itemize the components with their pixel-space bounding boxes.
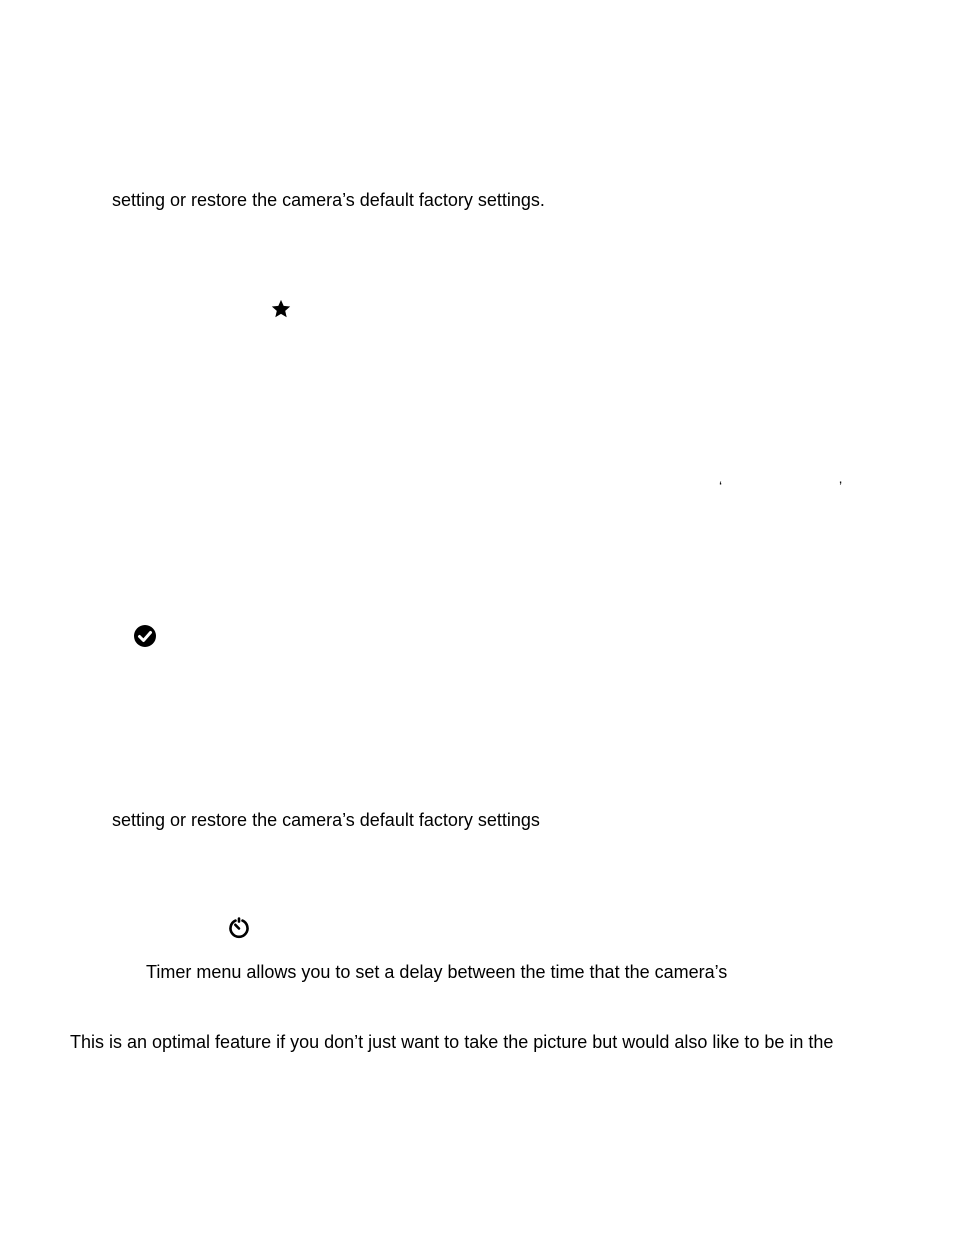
- text-line-3: Timer menu allows you to set a delay between the time that the camera’s: [146, 962, 728, 982]
- open-quote-mark: ‘: [719, 478, 723, 494]
- text-line-2: setting or restore the camera’s default factory settings: [112, 810, 540, 830]
- text-line-1: setting or restore the camera’s default factory settings.: [112, 190, 545, 210]
- star-icon: [270, 298, 292, 320]
- text-line-4: This is an optimal feature if you don’t just want to take the picture but would also like to be in the: [70, 1032, 834, 1052]
- self-timer-icon: [227, 916, 251, 940]
- check-circle-icon: [133, 624, 157, 648]
- close-quote-mark: ’: [839, 478, 843, 494]
